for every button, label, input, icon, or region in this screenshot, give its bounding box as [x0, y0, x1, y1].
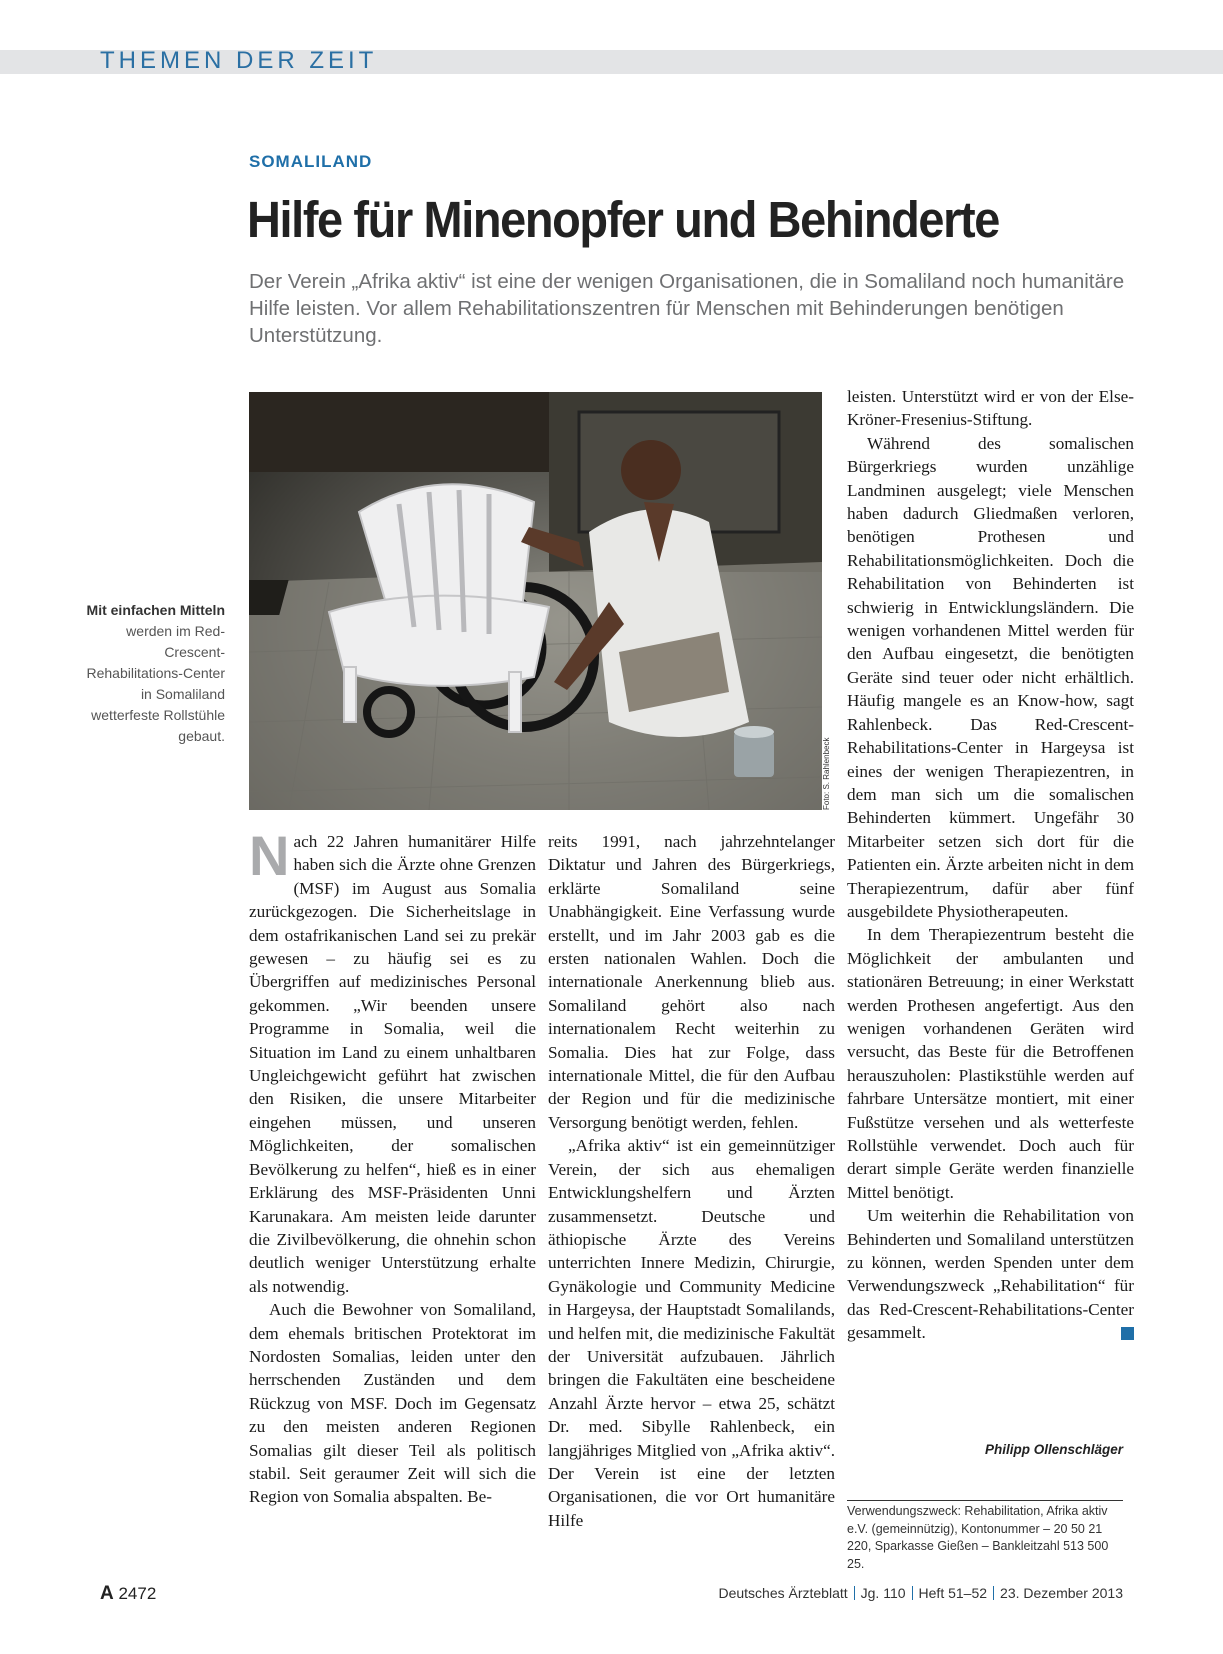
journal-issue: Heft 51–52	[918, 1585, 988, 1601]
article-photo	[249, 392, 822, 810]
section-header: THEMEN DER ZEIT	[100, 47, 378, 74]
journal-date: 23. Dezember 2013	[1000, 1585, 1123, 1601]
page-number	[100, 1583, 156, 1605]
footer-separator	[912, 1586, 913, 1600]
paragraph: reits 1991, nach jahrzehntelanger Diktatur und Jahren des Bürgerkriegs, erklärte Somaliland seine Unabhängigkeit. Eine Verfassung wurde erstellt, und im Jahr 2003 gab es die ersten nationalen Wahlen. Doch die internationale Anerkennung blieb aus. Somaliland gehört also nach internationalem Recht weiterhin zu Somalia. Dies hat zur Folge, dass internationale Mittel, die für den Aufbau der Region und für die medizinische Versorgung benötigt werden, fehlen.	[548, 832, 835, 1132]
paragraph: Auch die Bewohner von Somaliland, dem ehemals britischen Protektorat im Nordosten Somalias, leiden unter den herrschenden Zuständen und dem Rückzug von MSF. Doch im Gegensatz zu den meisten anderen Regionen Somalias gilt dieser Teil als politisch stabil. Seit geraumer Zeit will sich die Region von Somalia abspalten. Be-	[249, 1300, 536, 1507]
paragraph: Während des somalischen Bürgerkriegs wurden unzählige Landminen ausgelegt; viele Menschen haben dadurch Gliedmaßen verloren, benötigen Prothesen und Rehabilitationsmöglichkeiten. Doch die Rehabilitation von Behinderten ist schwierig in Entwicklungsländern. Die wenigen vorhandenen Mittel werden für den Aufbau eingesetzt, die benötigten Geräte sind teuer oder nicht erhältlich. Häufig mangele es an Know-how, sagt Rahlenbeck. Das Red-Crescent-Rehabilitations-Center in Hargeysa ist eines der wenigen Therapiezentren, in dem man sich um die somalischen Behinderten kümmert. Ungefähr 30 Mitarbeiter setzen sich dort für die Patienten ein. Ärzte arbeiten nicht in dem Therapiezentrum, dafür aber fünf ausgebildete Physiotherapeuten.	[847, 433, 1134, 921]
journal-name: Deutsches Ärzteblatt	[718, 1585, 848, 1601]
journal-footer	[718, 1585, 1123, 1601]
page-prefix: A	[100, 1583, 114, 1604]
footer-separator	[854, 1586, 855, 1600]
text-column-1	[249, 830, 536, 1560]
journal-volume: Jg. 110	[860, 1585, 906, 1601]
paragraph: „Afrika aktiv“ ist ein gemeinnütziger Verein, der sich aus ehemaligen Entwicklungshelfern und Ärzten zusammensetzt. Deutsche und äthiopische Ärzte des Vereins unterrichten Innere Medizin, Chirurgie, Gynäkologie und Community Medicine in Hargeysa, der Hauptstadt Somalilands, und helfen mit, die medizinische Fakultät der Universität aufzubauen. Jährlich bringen die Fakultäten eine bescheidene Anzahl Ärzte hervor – etwa 25, schätzt Dr. med. Sibylle Rahlenbeck, ein langjähriges Mitglied von „Afrika aktiv“. Der Verein ist eine der letzten Organisationen, die vor Ort humanitäre Hilfe	[548, 1136, 835, 1530]
footer-separator	[993, 1586, 994, 1600]
paragraph: leisten. Unterstützt wird er von der Else-Kröner-Fresenius-Stiftung.	[847, 387, 1134, 430]
donation-info: Verwendungszweck: Rehabilitation, Afrika aktiv e.V. (gemeinnützig), Kontonummer – 20 50 21 220, Sparkasse Gießen – Bankleitzahl 513 500 25.	[847, 1504, 1109, 1571]
photo-caption	[80, 600, 225, 747]
paragraph-text: Um weiterhin die Rehabilitation von Behinderten und Somaliland unterstützen zu können, werden Spenden unter dem Verwendungszweck „Rehabilitation“ für das Red-Crescent-Rehabilitations-Center gesammelt.	[847, 1206, 1134, 1343]
paragraph	[847, 1204, 1134, 1344]
article-title: Hilfe für Minenopfer und Behinderte	[247, 191, 999, 248]
page-number-value: 2472	[118, 1584, 157, 1603]
article-kicker: SOMALILAND	[249, 152, 373, 171]
caption-emphasis: Mit einfachen Mitteln	[86, 602, 225, 618]
divider	[847, 1500, 1123, 1501]
paragraph	[249, 830, 536, 1298]
end-mark-icon	[1121, 1327, 1134, 1340]
text-column-2	[548, 830, 835, 1560]
paragraph-text: ach 22 Jahren humanitärer Hilfe haben sich die Ärzte ohne Grenzen (MSF) im August aus Somalia zurückgezogen. Die Sicherheitslage in dem ostafrikanischen Land sei zu prekär gewesen – zu häufig sei es zu Übergriffen auf medizinisches Personal gekommen. „Wir beenden unsere Programme in Somalia, weil die Situation im Land zu einem unhaltbaren Ungleichgewicht geführt hat zwischen den Risiken, die unsere Mitarbeiter eingehen müssen, und unseren Möglichkeiten, der somalischen Bevölkerung zu helfen“, hieß es in einer Erklärung des MSF-Präsidenten Unni Karunakara. Am meisten leide darunter die Zivilbevölkerung, die ohnehin schon deutlich weniger Unterstützung erhalte als notwendig.	[249, 832, 536, 1296]
article-author: Philipp Ollenschläger	[984, 1442, 1123, 1457]
paragraph: In dem Therapiezentrum besteht die Möglichkeit der ambulanten und stationären Betreuung; in einer Werkstatt werden Prothesen angefertigt. Aus den wenigen vorhandenen Geräten wird versucht, das Beste für die Betroffenen herauszuholen: Plastikstühle werden auf fahrbare Untersätze montiert, mit einer Fußstütze versehen und als wetterfeste Rollstühle verwendet. Doch auch für derart simple Geräte werden finanzielle Mittel benötigt.	[847, 925, 1134, 1202]
photo-credit: Foto: S. Rahlenbeck	[822, 737, 831, 810]
article-lead: Der Verein „Afrika aktiv“ ist eine der wenigen Organisationen, die in Somaliland noch humanitäre Hilfe leisten. Vor allem Rehabilitationszentren für Menschen mit Behinderungen benötigen Unterstützung.	[249, 270, 1125, 347]
caption-text: werden im Red-Crescent-Rehabilitations-Center in Somaliland wetterfeste Rollstühle gebaut.	[86, 623, 225, 744]
wheelchair-workshop-image	[249, 392, 822, 810]
drop-cap: N	[249, 830, 290, 887]
text-column-3	[847, 385, 1134, 1435]
